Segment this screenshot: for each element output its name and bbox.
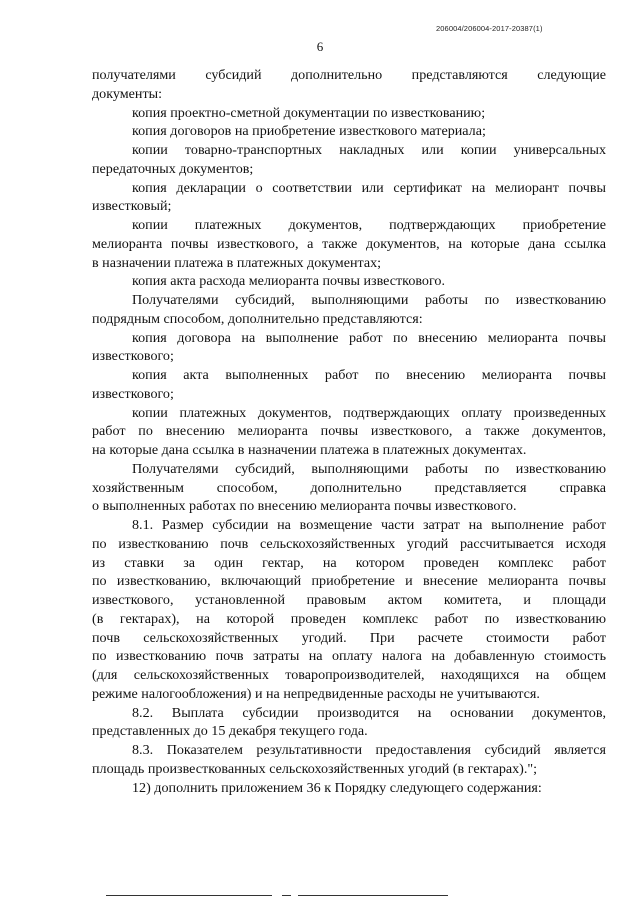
paragraph-line: копия акта расхода мелиоранта почвы известкового. [132, 273, 445, 290]
document-body [92, 66, 606, 797]
paragraph-line: почв сельскохозяйственных угодий. При расчете стоимости работ [92, 629, 606, 646]
footer-rule-left [106, 895, 272, 896]
paragraph-line: копия договоров на приобретение известкового материала; [132, 123, 486, 140]
paragraph-line: на которые дана ссылка в назначении платежа в платежных документах. [92, 442, 527, 458]
page-number: 6 [316, 39, 324, 54]
paragraph-line: в назначении платежа в платежных документах; [92, 254, 382, 271]
paragraph-line: известковый; [92, 198, 172, 215]
paragraph-line: известкового; [92, 385, 174, 402]
paragraph-line: по известкованию почв сельскохозяйственных угодий рассчитывается исходя [92, 535, 606, 552]
paragraph-line: площадь произвесткованных сельскохозяйственных угодий (в гектарах)."; [92, 760, 538, 777]
paragraph-line: мелиоранта почвы известкового, а также документов, на которые дана ссылка [92, 235, 606, 252]
paragraph-line: из ставки за один гектар, на котором проведен комплекс работ [92, 554, 606, 571]
paragraph-line: по известкованию почв затраты на оплату налога на добавленную стоимость [92, 648, 606, 665]
document-id: 206004/206004-2017-20387(1) [436, 24, 543, 33]
paragraph-line: (в гектарах), на которой проведен комплекс работ по известкованию [92, 610, 606, 627]
paragraph-line: получателями субсидий дополнительно представляются следующие [92, 67, 606, 83]
paragraph-line: 12) дополнить приложением 36 к Порядку следующего содержания: [132, 779, 542, 796]
paragraph-line: копия декларации о соответствии или сертификат на мелиорант почвы [132, 179, 606, 196]
paragraph-line: о выполненных работах по внесению мелиоранта почвы известкового. [92, 498, 517, 515]
paragraph-line: представленных до 15 декабря текущего года. [92, 723, 368, 740]
paragraph-line: копии платежных документов, подтверждающих оплату произведенных [132, 404, 606, 421]
footer-rule-dash [282, 895, 291, 896]
paragraph-line: подрядным способом, дополнительно представляются: [92, 310, 423, 327]
paragraph-line: копии товарно-транспортных накладных или копии универсальных [132, 142, 606, 158]
paragraph-line: копия проектно-сметной документации по известкованию; [132, 104, 486, 121]
paragraph-line: документы: [92, 85, 162, 102]
paragraph-line: 8.2. Выплата субсидии производится на основании документов, [132, 704, 606, 721]
paragraph-line: известкового; [92, 348, 174, 365]
paragraph-line: Получателями субсидий, выполняющими работы по известкованию [132, 292, 606, 308]
paragraph-line: копия акта выполненных работ по внесению мелиоранта почвы [132, 367, 606, 383]
paragraph-line: работ по внесению мелиоранта почвы известкового, а также документов, [92, 423, 606, 440]
paragraph-line: 8.1. Размер субсидии на возмещение части затрат на выполнение работ [132, 517, 606, 533]
footer-rule-right [298, 895, 448, 896]
paragraph-line: известкового, установленной правовым актом комитета, и площади [92, 592, 606, 608]
paragraph-line: передаточных документов; [92, 160, 254, 177]
paragraph-line: режиме налогообложения) и на непредвиденные расходы не учитываются. [92, 685, 540, 702]
paragraph-line: 8.3. Показателем результативности предоставления субсидий является [132, 742, 606, 758]
paragraph-line: хозяйственным способом, дополнительно представляется справка [92, 479, 606, 496]
paragraph-line: копия договора на выполнение работ по внесению мелиоранта почвы [132, 329, 606, 346]
paragraph-line: Получателями субсидий, выполняющими работы по известкованию [132, 460, 606, 477]
paragraph-line: (для сельскохозяйственных товаропроизводителей, находящихся на общем [92, 667, 606, 683]
paragraph-line: копии платежных документов, подтверждающих приобретение [132, 217, 606, 233]
paragraph-line: по известкованию, включающий приобретение и внесение мелиоранта почвы [92, 573, 606, 590]
